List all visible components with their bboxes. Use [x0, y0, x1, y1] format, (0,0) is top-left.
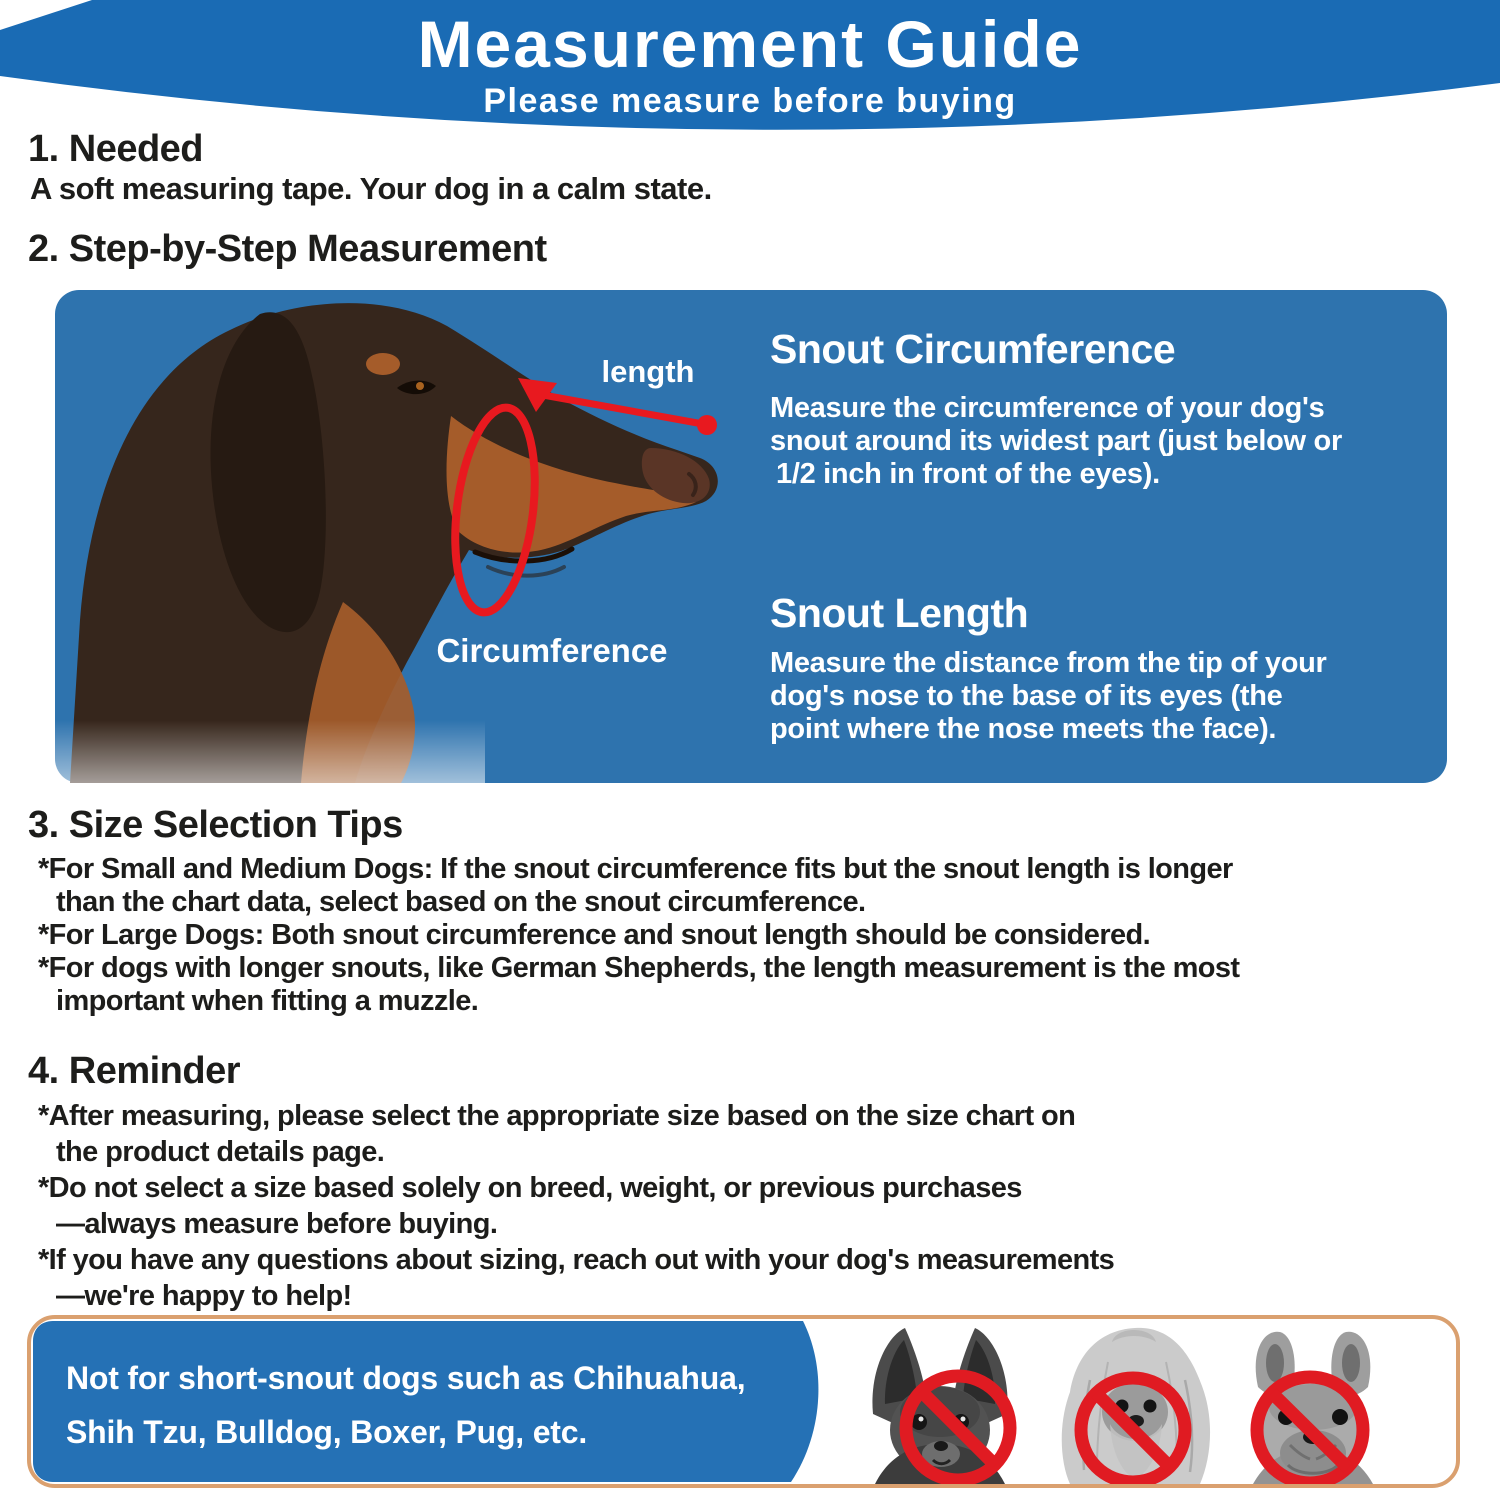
- tip-line: *For Large Dogs: Both snout circumference and snout length should be considered.: [38, 919, 1151, 951]
- footer-note-shape: [33, 1321, 818, 1482]
- chihuahua-photo: [855, 1322, 1025, 1484]
- tip-line: than the chart data, select based on the snout circumference.: [56, 886, 866, 918]
- doberman-photo: [55, 290, 755, 783]
- section-1-heading: 1. Needed: [28, 128, 204, 170]
- footer-note-line: Not for short-snout dogs such as Chihuahua,: [66, 1360, 746, 1396]
- snout-circumference-line: Measure the circumference of your dog's: [770, 392, 1325, 424]
- snout-circumference-line: 1/2 inch in front of the eyes).: [776, 458, 1160, 490]
- snout-length-line: Measure the distance from the tip of your: [770, 647, 1327, 679]
- french-bulldog-photo: [1228, 1325, 1398, 1484]
- shih-tzu-photo: [1040, 1320, 1230, 1484]
- section-1-body: A soft measuring tape. Your dog in a calm state.: [30, 171, 712, 206]
- snout-circumference-line: snout around its widest part (just below or: [770, 425, 1342, 457]
- eye-glint: [919, 1417, 924, 1422]
- circumference-label: Circumference: [436, 632, 668, 669]
- dog-lip-shadow: [488, 567, 564, 576]
- frenchie-inner-ear: [1342, 1344, 1360, 1382]
- reminder-line: *After measuring, please select the appropriate size based on the size chart on: [38, 1100, 1076, 1132]
- reminder-list: [38, 1098, 1114, 1314]
- tip-line: *For dogs with longer snouts, like German Shepherds, the length measurement is the most: [38, 952, 1240, 984]
- section-4-heading: 4. Reminder: [28, 1050, 241, 1092]
- reminder-line: *Do not select a size based solely on breed, weight, or previous purchases: [38, 1172, 1022, 1204]
- shih-tzu-eye: [1144, 1400, 1157, 1413]
- section-2-heading: 2. Step-by-Step Measurement: [28, 228, 547, 270]
- snout-length-line: point where the nose meets the face).: [770, 713, 1277, 745]
- reminder-line: —always measure before buying.: [56, 1208, 498, 1240]
- length-endpoint-dot: [697, 415, 717, 435]
- tip-line: important when fitting a muzzle.: [56, 985, 479, 1017]
- dog-bottom-fade: [55, 720, 485, 783]
- snout-length-heading: Snout Length: [770, 590, 1029, 636]
- eye-glint: [961, 1417, 966, 1422]
- dog-eyebrow-spot: [366, 353, 400, 375]
- section-3-heading: 3. Size Selection Tips: [28, 804, 403, 846]
- reminder-line: the product details page.: [56, 1136, 385, 1168]
- tip-line: *For Small and Medium Dogs: If the snout circumference fits but the snout length is longer: [38, 853, 1233, 885]
- size-selection-tips-list: [38, 853, 1239, 1018]
- reminder-line: *If you have any questions about sizing, reach out with your dog's measurements: [38, 1244, 1115, 1276]
- page-title: Measurement Guide: [417, 7, 1083, 81]
- snout-length-line: dog's nose to the base of its eyes (the: [770, 680, 1283, 712]
- page-subtitle: Please measure before buying: [483, 82, 1017, 120]
- measurement-panel: [55, 290, 1447, 783]
- frenchie-eye: [1332, 1409, 1348, 1425]
- footer-note-line: Shih Tzu, Bulldog, Boxer, Pug, etc.: [66, 1414, 588, 1450]
- reminder-line: —we're happy to help!: [56, 1280, 352, 1312]
- length-label: length: [601, 354, 695, 389]
- snout-circumference-heading: Snout Circumference: [770, 326, 1176, 372]
- frenchie-inner-ear: [1266, 1344, 1284, 1382]
- chihuahua-nose: [934, 1441, 948, 1451]
- dog-iris: [416, 382, 424, 390]
- footer-note-panel: [31, 1319, 841, 1484]
